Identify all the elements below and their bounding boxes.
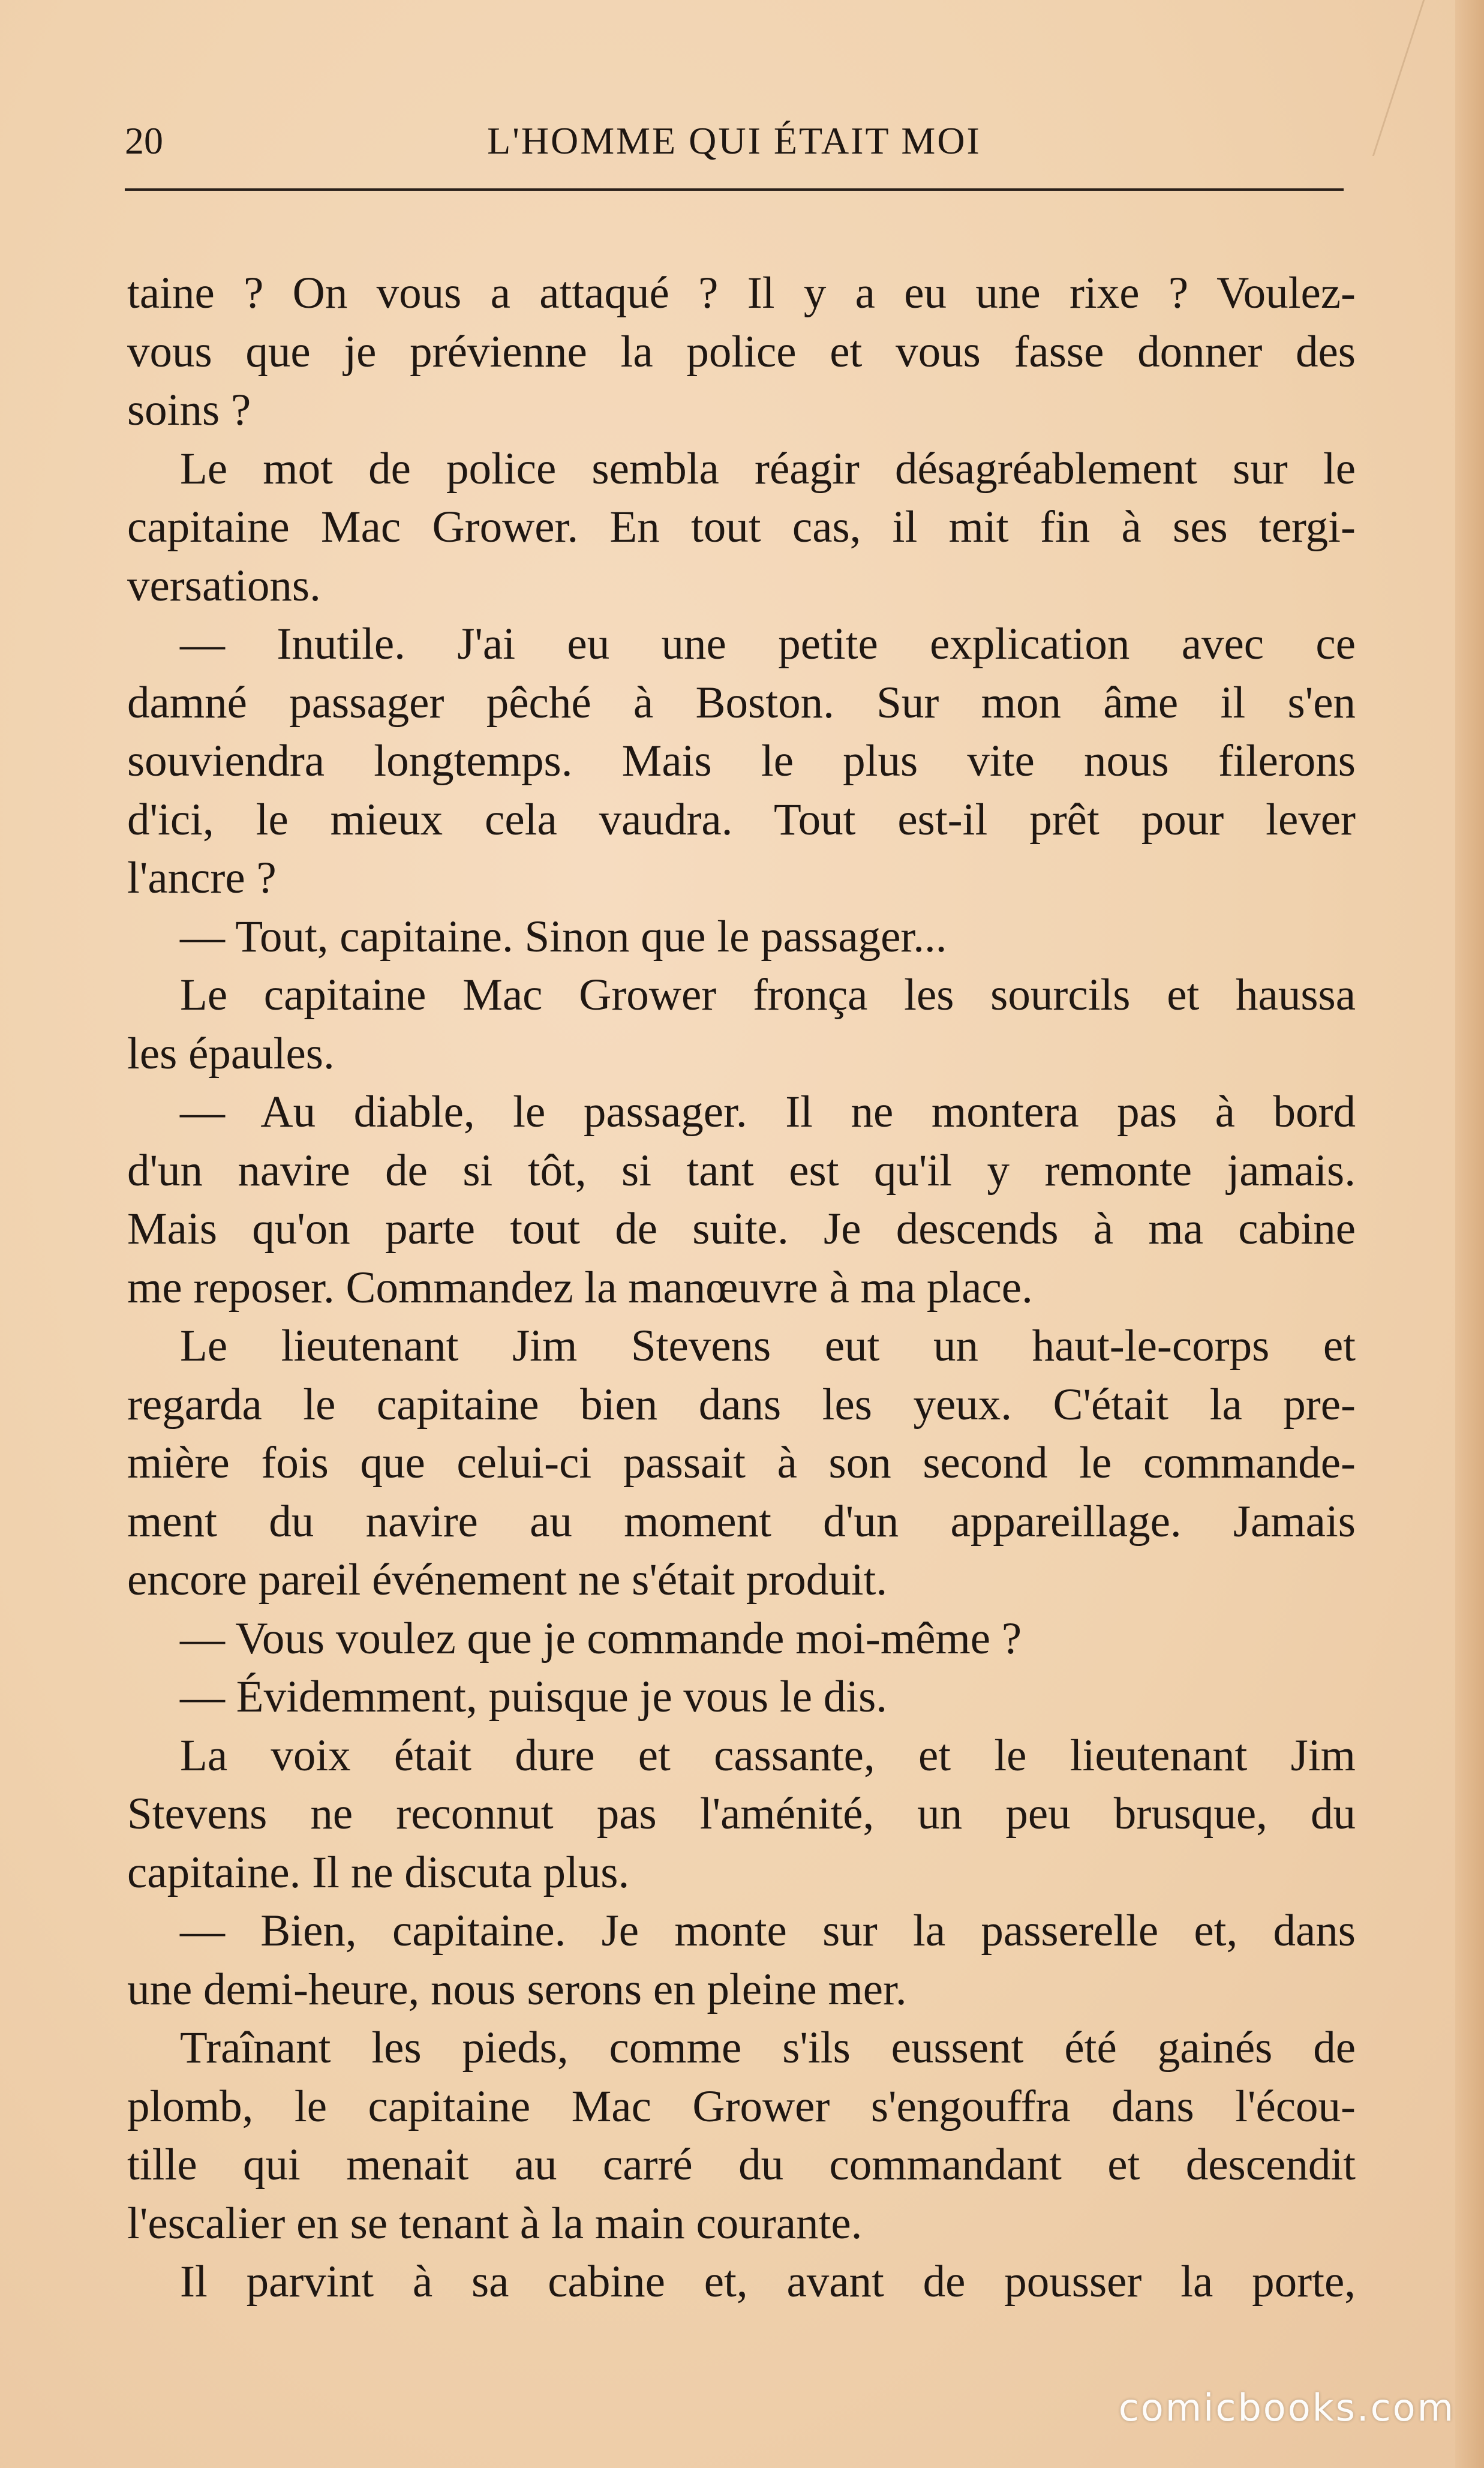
text-line: — Vous voulez que je commande moi-même ? [180, 1613, 1022, 1664]
text-line: Mais qu'on parte tout de suite. Je descends à ma cabine [127, 1204, 1356, 1254]
text-line: souviendra longtemps. Mais le plus vite nous filerons [127, 736, 1356, 786]
text-line: versations. [127, 560, 321, 611]
text-line: encore pareil événement ne s'était produit. [127, 1555, 888, 1605]
text-line: l'ancre ? [127, 853, 277, 903]
watermark: comicbooks.com [1118, 2386, 1455, 2430]
text-line: — Bien, capitaine. Je monte sur la passerelle et, dans [180, 1906, 1356, 1956]
text-line: Le capitaine Mac Grower fronça les sourcils et haussa [180, 970, 1356, 1020]
text-line: regarda le capitaine bien dans les yeux. C'était la pre- [127, 1379, 1356, 1430]
text-line: me reposer. Commandez la manœuvre à ma place. [127, 1262, 1033, 1313]
text-line: La voix était dure et cassante, et le lieutenant Jim [180, 1730, 1356, 1781]
running-title: L'HOMME QUI ÉTAIT MOI [487, 119, 981, 162]
text-line: Le mot de police sembla réagir désagréablement sur le [180, 443, 1356, 494]
page-number: 20 [125, 119, 163, 162]
text-line: — Inutile. J'ai eu une petite explication avec ce [180, 619, 1356, 669]
text-line: soins ? [127, 385, 251, 435]
text-line: l'escalier en se tenant à la main courante. [127, 2198, 863, 2248]
text-line: — Tout, capitaine. Sinon que le passager... [180, 911, 947, 962]
text-line: taine ? On vous a attaqué ? Il y a eu une rixe ? Voulez- [127, 268, 1356, 318]
page-header [125, 111, 1344, 171]
text-line: mière fois que celui-ci passait à son second le commande- [127, 1438, 1356, 1488]
text-line: Traînant les pieds, comme s'ils eussent été gainés de [180, 2023, 1356, 2073]
text-line: capitaine. Il ne discuta plus. [127, 1847, 630, 1897]
header-rule [125, 188, 1344, 191]
text-line: une demi-heure, nous serons en pleine mer. [127, 1964, 907, 2014]
text-line: Le lieutenant Jim Stevens eut un haut-le-corps et [180, 1321, 1356, 1371]
text-line: d'ici, le mieux cela vaudra. Tout est-il prêt pour lever [127, 794, 1356, 845]
text-line: damné passager pêché à Boston. Sur mon âme il s'en [127, 677, 1356, 728]
page-edge [1455, 0, 1484, 2468]
text-line: ment du navire au moment d'un appareillage. Jamais [127, 1496, 1356, 1547]
text-line: Il parvint à sa cabine et, avant de pousser la porte, [180, 2257, 1356, 2307]
text-line: vous que je prévienne la police et vous fasse donner des [127, 326, 1356, 377]
text-line: — Au diable, le passager. Il ne montera pas à bord [180, 1087, 1356, 1137]
page-crease [1372, 0, 1484, 156]
body-text [127, 264, 1356, 2311]
text-line: — Évidemment, puisque je vous le dis. [180, 1672, 888, 1722]
text-line: d'un navire de si tôt, si tant est qu'il y remonte jamais. [127, 1145, 1356, 1196]
text-line: plomb, le capitaine Mac Grower s'engouffra dans l'écou- [127, 2081, 1356, 2131]
text-line: les épaules. [127, 1028, 335, 1079]
text-line: capitaine Mac Grower. En tout cas, il mit fin à ses tergi- [127, 502, 1356, 552]
text-line: Stevens ne reconnut pas l'aménité, un peu brusque, du [127, 1789, 1356, 1839]
text-line: tille qui menait au carré du commandant et descendit [127, 2140, 1356, 2190]
